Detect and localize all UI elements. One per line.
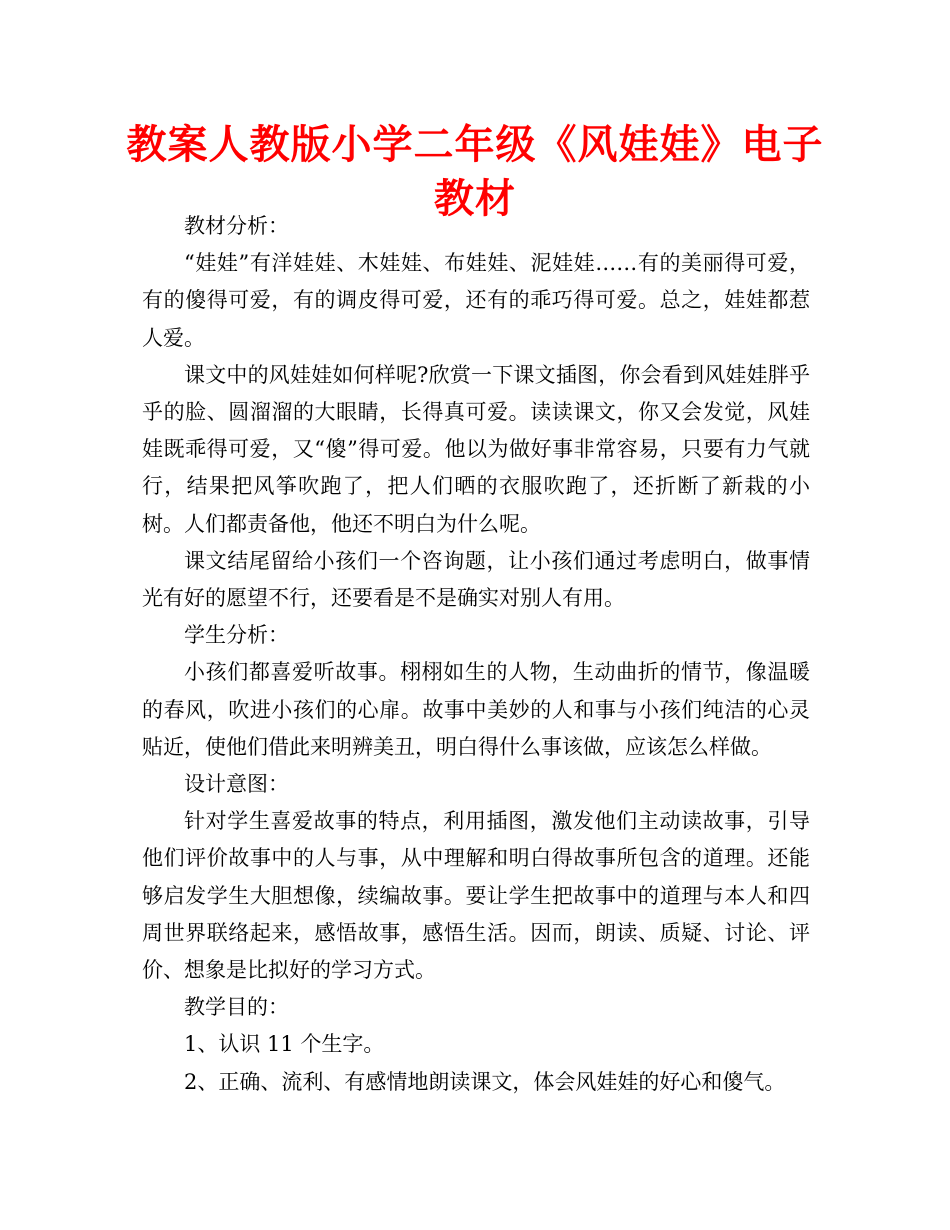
document-title: 教案人教版小学二年级《风娃娃》电子教材 <box>126 121 824 222</box>
goal-item-1: 1、认识 11 个生字。 <box>184 1032 385 1057</box>
paragraph-students-stories: 小孩们都喜爱听故事。栩栩如生的人物，生动曲折的情节，像温暖的春风，吹进小孩们的心扉。故事中美妙的人和事与小孩们纯洁的心灵贴近，使他们借此来明辨美丑，明白得什么事该做，应该怎么样做。 <box>142 660 810 759</box>
paragraph-dolls: “娃娃”有洋娃娃、木娃娃、布娃娃、泥娃娃……有的美丽得可爱，有的傻得可爱，有的调皮得可爱，还有的乖巧得可爱。总之，娃娃都惹人爱。 <box>142 251 810 350</box>
paragraph-ending-question: 课文结尾留给小孩们一个咨询题，让小孩们通过考虑明白，做事情光有好的愿望不行，还要看是不是确实对别人有用。 <box>142 548 810 611</box>
paragraph-wind-doll: 课文中的风娃娃如何样呢?欣赏一下课文插图，你会看到风娃娃胖乎乎的脸、圆溜溜的大眼睛，长得真可爱。读读课文，你又会发觉，风娃娃既乖得可爱，又“傻”得可爱。他以为做好事非常容易，只要有力气就行，结果把风筝吹跑了，把人们晒的衣服吹跑了，还折断了新栽的小树。人们都责备他，他还不明白为什么呢。 <box>142 362 810 536</box>
heading-student-analysis: 学生分析： <box>184 623 289 648</box>
paragraph-design-intent: 针对学生喜爱故事的特点，利用插图，激发他们主动读故事，引导他们评价故事中的人与事，从中理解和明白得故事所包含的道理。还能够启发学生大胆想像，续编故事。要让学生把故事中的道理与本人和四周世界联络起来，感悟故事，感悟生活。因而，朗读、质疑、讨论、评价、想象是比拟好的学习方式。 <box>142 809 810 983</box>
heading-design-intent: 设计意图： <box>184 772 289 797</box>
goal-item-2: 2、正确、流利、有感情地朗读课文，体会风娃娃的好心和傻气。 <box>184 1069 786 1094</box>
heading-teaching-goals: 教学目的： <box>184 995 289 1020</box>
heading-textbook-analysis: 教材分析： <box>184 214 289 238</box>
document-body <box>142 208 810 1101</box>
